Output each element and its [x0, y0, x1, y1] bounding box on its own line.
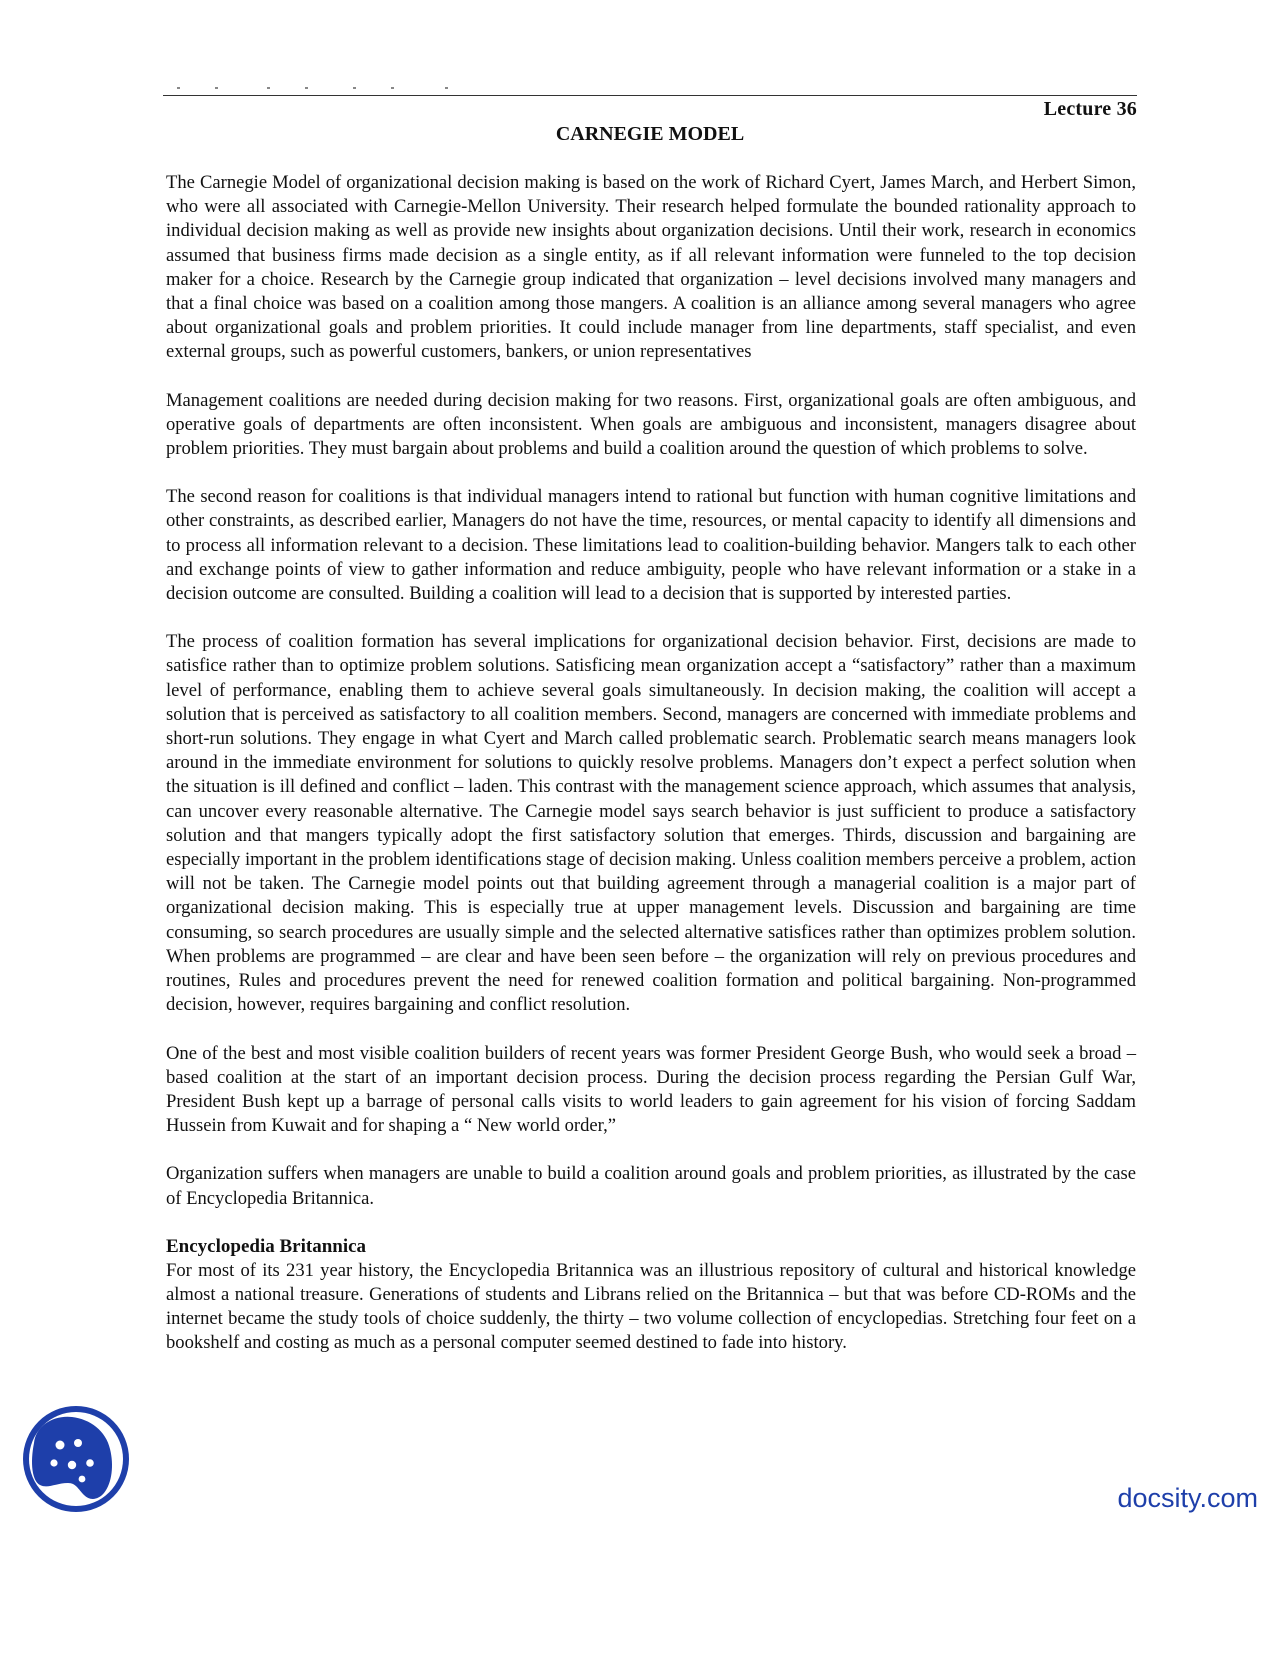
- paragraph-britannica: For most of its 231 year history, the Encyclopedia Britannica was an illustrious repository of cultural and historical knowledge almost a national treasure. Generations of students and Librans relied on the Britannica – but that was before CD-ROMs and the internet became the study tools of choice suddenly, the thirty – two volume collection of encyclopedias. Stretching four feet on a bookshelf and costing as much as a personal computer seemed destined to fade into history.: [166, 1259, 1136, 1354]
- docsity-logo-icon[interactable]: [20, 1403, 132, 1515]
- paragraph-organization-suffers: Organization suffers when managers are unable to build a coalition around goals and problem priorities, as illustrated by the case of Encyclopedia Britannica.: [166, 1163, 1136, 1209]
- document-body: [166, 171, 1136, 1356]
- section-heading: Encyclopedia Britannica: [166, 1235, 367, 1257]
- header-rule: [163, 95, 1137, 96]
- paragraph-george-bush: One of the best and most visible coalition builders of recent years was former President George Bush, who would seek a broad – based coalition at the start of an important decision process. During the decision process regarding the Persian Gulf War, President Bush kept up a barrage of personal calls visits to world leaders to gain agreement for his vision of forcing Saddam Hussein from Kuwait and for shaping a “ New world order,”: [166, 1042, 1136, 1137]
- paragraph-intro: The Carnegie Model of organizational decision making is based on the work of Richard Cyert, James March, and Herbert Simon, who were all associated with Carnegie-Mellon University. Their research helped formulate the bounded rationality approach to individual decision making as well as provide new insights about organization decisions. Until their work, research in economics assumed that business firms made decision as a single entity, as if all relevant information were funneled to the top decision maker for a choice. Research by the Carnegie group indicated that organization – level decisions involved many managers and that a final choice was based on a coalition among those mangers. A coalition is an alliance among several managers who agree about organizational goals and problem priorities. It could include manager from line departments, staff specialist, and even external groups, such as powerful customers, bankers, or union representatives: [166, 172, 1136, 363]
- docsity-brand-link[interactable]: docsity.com: [1117, 1483, 1258, 1513]
- page-title: CARNEGIE MODEL: [555, 123, 745, 145]
- header-rule-artifact: [175, 86, 475, 90]
- paragraph-coalition-formation: The process of coalition formation has several implications for organizational decision behavior. First, decisions are made to satisfice rather than to optimize problem solutions. Satisficing mean organization accept a “satisfactory” rather than a maximum level of performance, enabling them to achieve several goals simultaneously. In decision making, the coalition will accept a solution that is perceived as satisfactory to all coalition members. Second, managers are concerned with immediate problems and short-run solutions. They engage in what Cyert and March called problematic search. Problematic search means managers look around in the immediate environment for solutions to quickly resolve problems. Managers don’t expect a perfect solution when the situation is ill defined and conflict – laden. This contrast with the management science approach, which assumes that analysis, can uncover every reasonable alternative. The Carnegie model says search behavior is just sufficient to produce a satisfactory solution and that mangers typically adopt the first satisfactory solution that emerges. Thirds, discussion and bargaining are especially important in the problem identifications stage of decision making. Unless coalition members perceive a problem, action will not be taken. The Carnegie model points out that building agreement through a managerial coalition is a major part of organizational decision making. This is especially true at upper management levels. Discussion and bargaining are time consuming, so search procedures are usually simple and the selected alternative satisfices rather than optimizes problem solution. When problems are programmed – are clear and have been seen before – the organization will rely on previous procedures and routines, Rules and procedures prevent the need for renewed coalition formation and political bargaining. Non-programmed decision, however, requires bargaining and conflict resolution.: [166, 631, 1136, 1016]
- lecture-number: Lecture 36: [1043, 98, 1137, 120]
- paragraph-second-reason: The second reason for coalitions is that individual managers intend to rational but function with human cognitive limitations and other constraints, as described earlier, Managers do not have the time, resources, or mental capacity to identify all dimensions and to process all information relevant to a decision. These limitations lead to coalition-building behavior. Mangers talk to each other and exchange points of view to gather information and reduce ambiguity, people who have relevant information or a stake in a decision outcome are consulted. Building a coalition will lead to a decision that is supported by interested parties.: [166, 486, 1136, 605]
- paragraph-management-coalitions: Management coalitions are needed during decision making for two reasons. First, organizational goals are often ambiguous, and operative goals of departments are often inconsistent. When goals are ambiguous and inconsistent, managers disagree about problem priorities. They must bargain about problems and build a coalition around the question of which problems to solve.: [166, 389, 1136, 460]
